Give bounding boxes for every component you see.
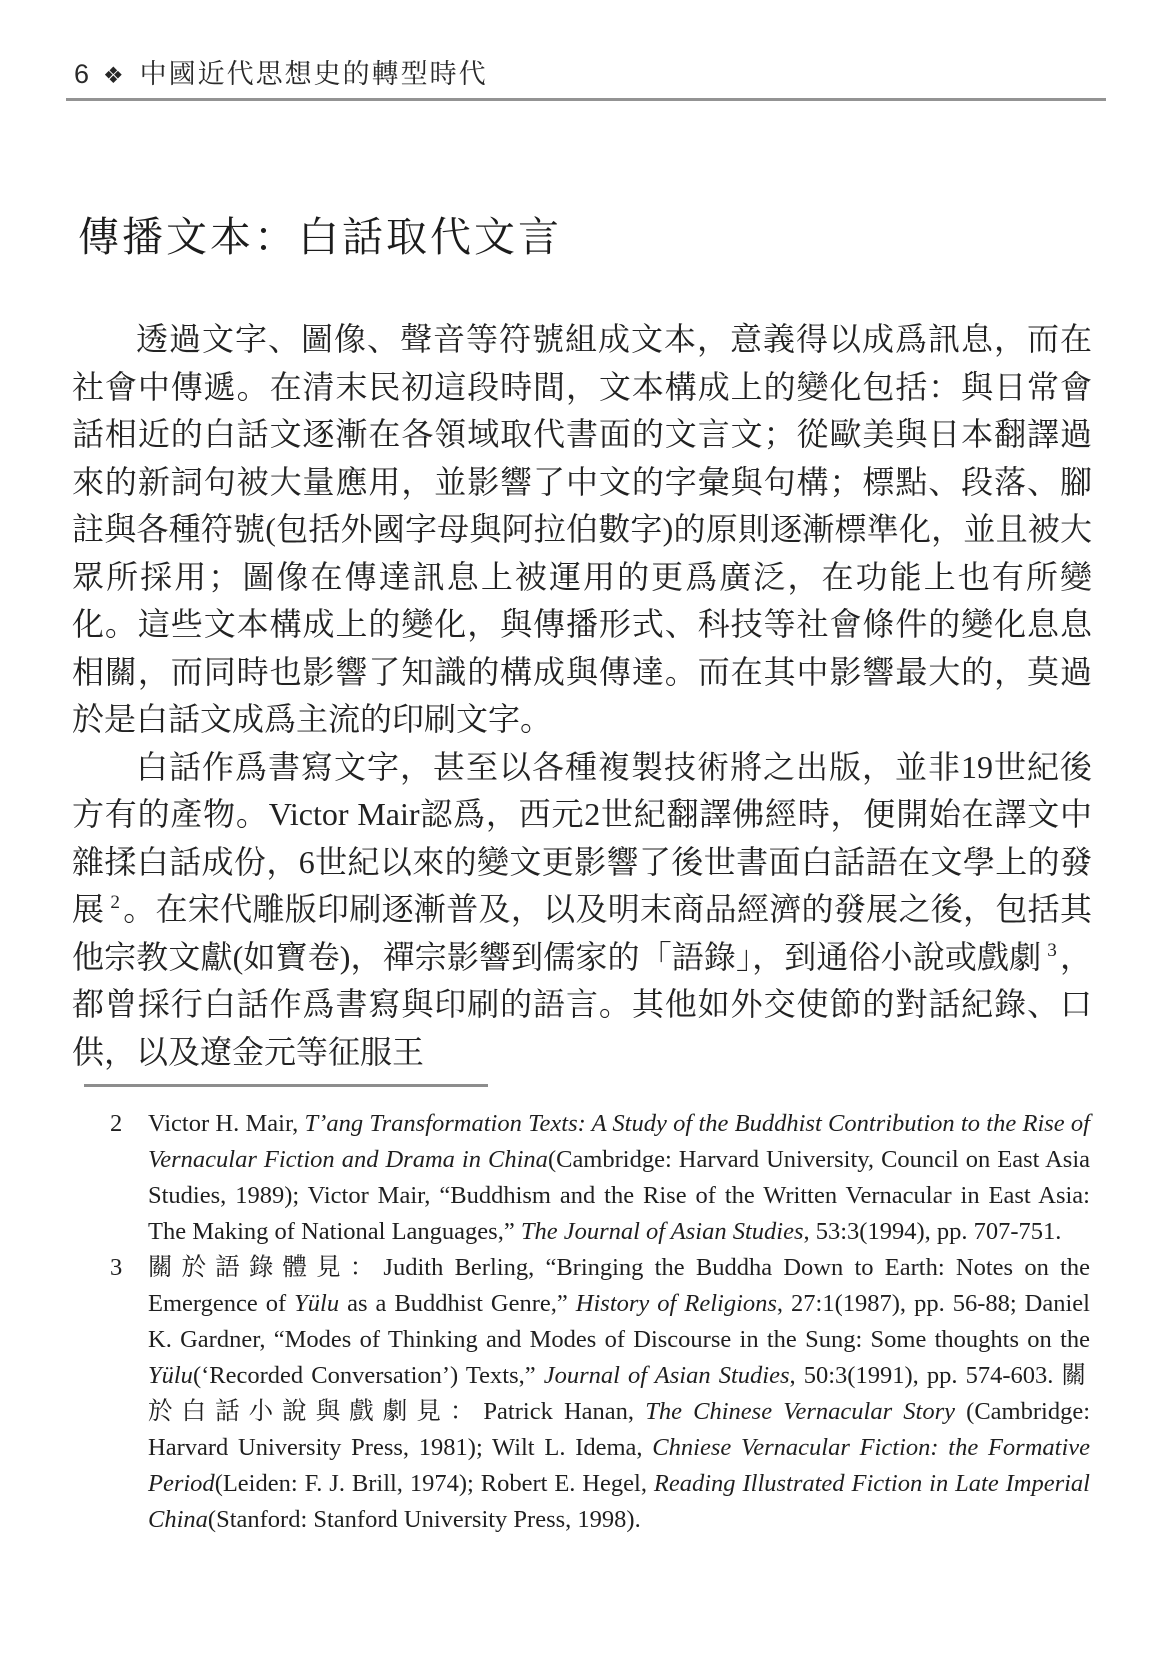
text-segment: Journal of Asian Studies bbox=[543, 1362, 790, 1389]
section-title: 傳播文本：白話取代文言 bbox=[78, 214, 562, 260]
text-segment: Yülu bbox=[148, 1362, 193, 1389]
text-segment: , 50:3(1991), pp. 574-603. bbox=[789, 1362, 1062, 1389]
text-segment: Yülu bbox=[294, 1290, 340, 1317]
text-segment: , 53:3(1994), pp. 707-751. bbox=[803, 1218, 1062, 1245]
text-segment: History of Religions bbox=[575, 1290, 777, 1317]
book-title: 中國近代思想史的轉型時代 bbox=[139, 59, 488, 89]
running-header-text bbox=[66, 52, 1106, 91]
text-segment: T’ang Transformation Texts: A Study of the Buddhist Contribution to the Rise of Vernacular Fiction and Drama in China bbox=[148, 1110, 1090, 1173]
body-text bbox=[72, 316, 1092, 1076]
text-segment: 關於白話小說與戲劇見： bbox=[148, 1362, 1090, 1425]
text-segment: ，都曾採行白話作爲書寫與印刷的語言。其他如外交使節的對話紀錄、口供，以及遼金元等征服王 bbox=[72, 938, 1092, 1070]
text-segment: 關於語錄體見： bbox=[148, 1254, 384, 1281]
text-segment: (Cambridge: Harvard University Press, 1981); Wilt L. Idema, bbox=[148, 1398, 1091, 1461]
text-segment: Judith Berling, “Bringing the Buddha Down to Earth: Notes on the Emergence of bbox=[148, 1254, 1091, 1317]
text-segment: (Cambridge: Harvard University, Council on East Asia Studies, 1989); Victor Mair, “Buddhism and the Rise of the Written Vernacular in East Asia: The Making of National Languages,” bbox=[148, 1146, 1091, 1245]
text-segment: as a Buddhist Genre,” bbox=[339, 1290, 576, 1317]
text-segment: 。在宋代雕版印刷逐漸普及，以及明末商品經濟的發展之後，包括其他宗教文獻(如寶卷)，禪宗影響到儒家的「語錄」，到通俗小說或戲劇 bbox=[72, 891, 1092, 975]
text-segment: 透過文字、圖像、聲音等符號組成文本，意義得以成爲訊息，而在社會中傳遞。在清末民初這段時間，文本構成上的變化包括：與日常會話相近的白話文逐漸在各領域取代書面的文言文；從歐美與日本翻譯過來的新詞句被大量應用，並影響了中文的字彙與句構；標點、段落、腳註與各種符號(包括外國字母與阿拉伯數字)的原則逐漸標準化，並且被大眾所採用；圖像在傳達訊息上被運用的更爲廣泛，在功能上也有所變化。這些文本構成上的變化，與傳播形式、科技等社會條件的變化息息相關，而同時也影響了知識的構成與傳達。而在其中影響最大的，莫過於是白話文成爲主流的印刷文字。 bbox=[72, 321, 1092, 737]
text-segment: Reading Illustrated Fiction in Late Imperial China bbox=[148, 1470, 1090, 1533]
footnote-reference: 2 bbox=[110, 892, 120, 914]
footnote-item bbox=[110, 1106, 1090, 1250]
text-segment: Patrick Hanan, bbox=[483, 1398, 646, 1425]
page-number: 6 bbox=[74, 59, 92, 89]
footnote-separator bbox=[84, 1084, 488, 1087]
body-paragraph bbox=[72, 316, 1092, 744]
footnotes bbox=[110, 1106, 1090, 1538]
diamond-ornament-icon: ❖ bbox=[103, 63, 126, 88]
text-segment: (Leiden: F. J. Brill, 1974); Robert E. Hegel, bbox=[214, 1470, 654, 1497]
footnote-number: 2 bbox=[110, 1110, 123, 1137]
text-segment: The Journal of Asian Studies bbox=[520, 1218, 804, 1245]
text-segment: , 27:1(1987), pp. 56-88; Daniel K. Gardner, “Modes of Thinking and Modes of Discourse in the Sung: Some thoughts on the bbox=[148, 1290, 1090, 1353]
footnote-content bbox=[148, 1254, 1090, 1533]
text-segment: (‘Recorded Conversation’) Texts,” bbox=[192, 1362, 544, 1389]
text-segment: 白話作爲書寫文字，甚至以各種複製技術將之出版，並非19世紀後方有的產物。Victor Mair認爲，西元2世紀翻譯佛經時，便開始在譯文中雜揉白話成份，6世紀以來的變文更影響了後世書面白話語在文學上的發展 bbox=[72, 748, 1092, 927]
footnote-content bbox=[148, 1110, 1090, 1245]
body-paragraph bbox=[72, 744, 1092, 1077]
footnote-number: 3 bbox=[110, 1254, 123, 1281]
footnote-item bbox=[110, 1250, 1090, 1538]
text-segment: The Chinese Vernacular Story bbox=[645, 1398, 956, 1425]
text-segment: (Stanford: Stanford University Press, 1998). bbox=[207, 1506, 641, 1533]
running-header bbox=[66, 52, 1106, 101]
text-segment: Victor H. Mair, bbox=[148, 1110, 305, 1137]
text-segment: Chniese Vernacular Fiction: the Formative Period bbox=[148, 1434, 1090, 1497]
footnote-reference: 3 bbox=[1047, 939, 1057, 961]
